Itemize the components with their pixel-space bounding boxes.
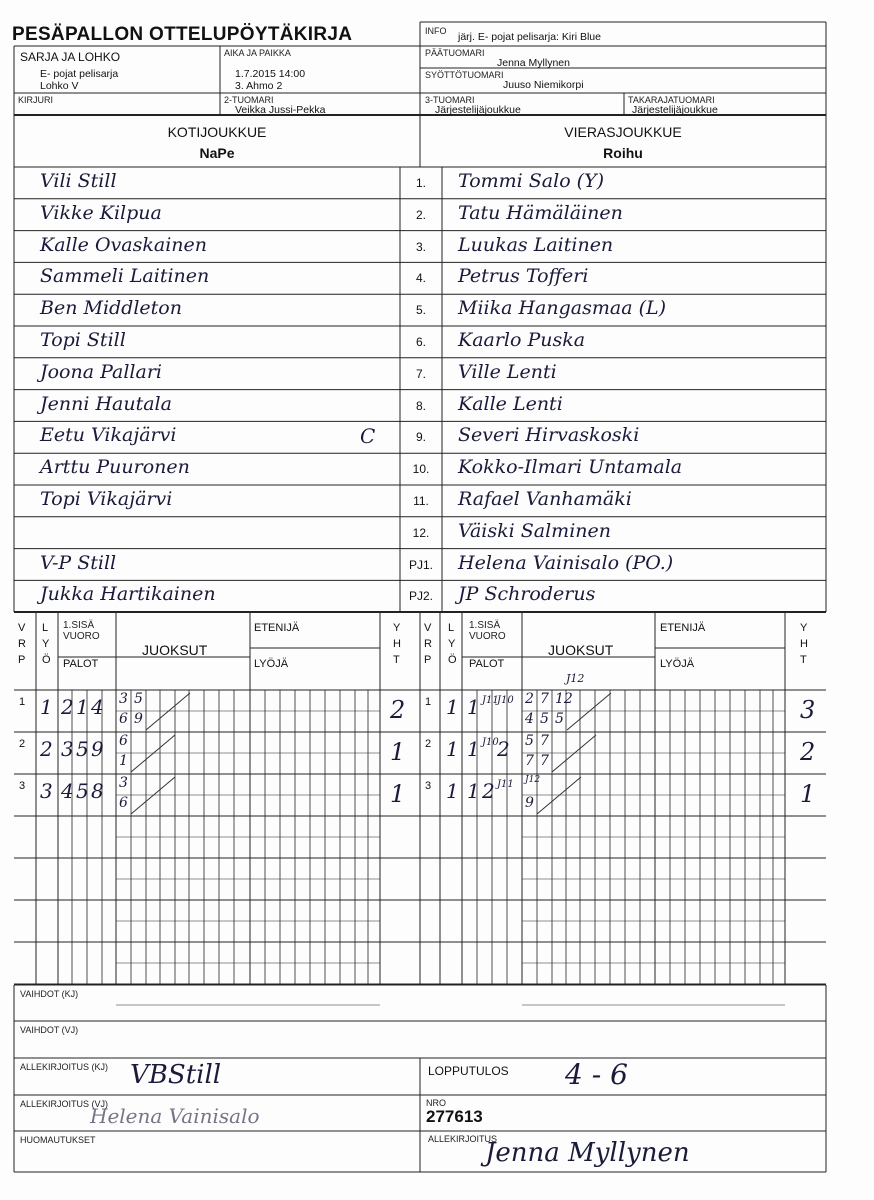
away-lyo-header: L xyxy=(448,622,455,634)
away-player-name: Tommi Salo (Y) xyxy=(458,170,605,192)
home-inning-palo: 2 xyxy=(61,695,74,719)
away-team-name: Roihu xyxy=(603,145,643,161)
roster-number: 10. xyxy=(412,462,430,477)
home-inning-palo: 5 xyxy=(76,779,89,803)
roster-number: 1. xyxy=(415,176,426,190)
home-player-name: Sammeli Laitinen xyxy=(40,265,210,288)
home-inning-total: 2 xyxy=(390,696,406,724)
home-inning-run: 6 xyxy=(119,733,128,749)
home-player-name: Topi Vikajärvi xyxy=(40,488,173,510)
home-vrp-header: V xyxy=(18,622,26,634)
away-inning-run: 7 xyxy=(525,753,534,769)
away-player-name: Rafael Vanhamäki xyxy=(458,488,632,510)
vaihdot-vj-label: VAIHDOT (VJ) xyxy=(20,1025,79,1035)
away-lyo-header: Ö xyxy=(448,654,457,666)
vaihdot-kj-label: VAIHDOT (KJ) xyxy=(20,989,79,999)
tuomari2-label: 2-TUOMARI xyxy=(224,95,274,105)
lopputulos-value: 4 - 6 xyxy=(565,1058,628,1091)
away-inning-run: 9 xyxy=(525,795,534,811)
away-inning-run: 5 xyxy=(525,733,534,749)
form-title: PESÄPALLON OTTELUPÖYTÄKIRJA xyxy=(12,24,353,45)
home-team-name: NaPe xyxy=(199,145,235,161)
allekirjoitus-kj-signature: VBStill xyxy=(130,1060,222,1090)
home-team-label: KOTIJOUKKUE xyxy=(167,124,267,140)
sarja-label: SARJA JA LOHKO xyxy=(20,50,121,64)
home-lyo-header: Y xyxy=(42,638,50,650)
away-inning-total: 2 xyxy=(800,738,816,766)
info-label: INFO xyxy=(425,26,447,36)
away-inning-palo: 1 xyxy=(467,695,480,719)
home-inning-run: 3 xyxy=(119,775,128,791)
home-etenija-header: ETENIJÄ xyxy=(254,622,300,634)
away-inning-palo: 1 xyxy=(467,737,480,761)
home-lyo-header: L xyxy=(42,622,49,634)
home-lyo-header: Ö xyxy=(42,654,51,666)
home-player-name: V-P Still xyxy=(40,551,117,574)
home-vrp-header: P xyxy=(18,654,26,666)
roster-number: 6. xyxy=(415,335,426,349)
away-inning-total: 3 xyxy=(800,696,816,724)
allekirjoitus-label: ALLEKIRJOITUS xyxy=(428,1134,498,1144)
away-etenija-header: ETENIJÄ xyxy=(660,622,706,634)
home-inning-total: 1 xyxy=(390,738,406,766)
home-yht-header: T xyxy=(393,654,400,666)
away-inning-palo: J11 xyxy=(497,779,514,790)
away-vrp-header: V xyxy=(424,622,432,634)
home-player-name: Kalle Ovaskainen xyxy=(40,233,207,256)
away-player-name: Severi Hirvaskoski xyxy=(458,424,640,447)
away-lyoja-header: LYÖJÄ xyxy=(660,658,695,670)
away-inning-lyo: 1 xyxy=(446,737,459,761)
nro-label: NRO xyxy=(426,1098,446,1108)
away-inning-palo: J10 xyxy=(497,695,514,706)
home-inning-run: 9 xyxy=(134,711,143,727)
away-yht-header: H xyxy=(800,638,808,650)
away-inning-lyo: 1 xyxy=(446,695,459,719)
lopputulos-label: LOPPUTULOS xyxy=(428,1064,509,1078)
away-inning-run: 12 xyxy=(555,691,573,707)
away-player-name: Kaarlo Puska xyxy=(458,329,586,351)
home-inning-palo: 5 xyxy=(76,737,89,761)
allekirjoitus-kj-label: ALLEKIRJOITUS (KJ) xyxy=(20,1062,109,1072)
syottotuomari-value: Juuso Niemikorpi xyxy=(503,79,584,91)
home-sisa-vuoro-header: 1.SISÄ VUORO xyxy=(63,620,100,642)
away-inning-period: 2 xyxy=(425,738,432,750)
home-inning-lyo: 3 xyxy=(40,779,53,803)
aika-value-1: 1.7.2015 14:00 xyxy=(235,68,306,80)
away-juoksut-header: JUOKSUT xyxy=(548,642,614,658)
home-juoksut-header: JUOKSUT xyxy=(142,642,208,658)
away-player-name: Helena Vainisalo (PO.) xyxy=(458,551,674,574)
aika-value-2: 3. Ahmo 2 xyxy=(235,80,283,92)
info-value: järj. E- pojat pelisarja: Kiri Blue xyxy=(458,31,601,43)
sarja-value-2: Lohko V xyxy=(40,80,79,92)
home-inning-lyo: 2 xyxy=(40,737,53,761)
away-inning-lyo: 1 xyxy=(446,779,459,803)
away-inning-palo: J10 xyxy=(482,737,499,748)
sarja-value-1: E- pojat pelisarja xyxy=(40,68,119,80)
home-inning-run: 6 xyxy=(119,711,128,727)
away-yht-header: T xyxy=(800,654,807,666)
away-inning-palo: 2 xyxy=(482,779,495,803)
allekirjoitus-value: Jenna Myllynen xyxy=(485,1138,690,1168)
away-inning-run: 4 xyxy=(525,711,534,727)
home-player-name: Eetu Vikajärvi xyxy=(40,424,177,447)
home-player-name: Jenni Hautala xyxy=(40,392,172,415)
home-inning-palo: 3 xyxy=(61,737,74,761)
away-inning-run: J12 xyxy=(525,775,541,785)
home-palot-header: PALOT xyxy=(63,658,99,670)
takaraja-value: Järjestelijäjoukkue xyxy=(632,104,718,116)
away-inning-run: 7 xyxy=(540,733,549,749)
home-player-name: Arttu Puuronen xyxy=(40,456,190,479)
home-vrp-header: R xyxy=(18,638,26,650)
home-player-name: Vili Still xyxy=(40,170,117,192)
nro-value: 277613 xyxy=(426,1107,483,1126)
paatuomari-label: PÄÄTUOMARI xyxy=(425,48,485,58)
home-inning-palo: 9 xyxy=(91,737,104,761)
home-inning-period: 3 xyxy=(19,780,26,792)
roster-number: 4. xyxy=(415,271,426,286)
away-player-name: Kokko-Ilmari Untamala xyxy=(458,456,683,479)
roster-number: 8. xyxy=(415,398,426,413)
away-inning-run: 7 xyxy=(540,753,549,769)
syottotuomari-label: SYÖTTÖTUOMARI xyxy=(425,70,504,80)
home-inning-run: 6 xyxy=(119,795,128,811)
home-inning-palo: 1 xyxy=(76,695,89,719)
home-inning-lyo: 1 xyxy=(40,695,53,719)
tuomari3-label: 3-TUOMARI xyxy=(425,95,475,105)
home-yht-header: Y xyxy=(393,622,401,634)
away-lyo-header: Y xyxy=(448,638,456,650)
home-player-name: Joona Pallari xyxy=(40,360,162,383)
away-inning-total: 1 xyxy=(800,780,816,808)
home-inning-palo: 4 xyxy=(61,779,74,803)
away-inning-run: 7 xyxy=(540,691,549,707)
home-inning-palo: 8 xyxy=(91,779,104,803)
paatuomari-value: Jenna Myllynen xyxy=(497,57,570,69)
away-inning-period: 3 xyxy=(425,780,432,792)
away-sisa-vuoro-header: 1.SISÄ VUORO xyxy=(469,620,506,642)
roster-number: PJ2. xyxy=(408,589,433,604)
roster-number: 3. xyxy=(415,239,426,254)
kirjuri-label: KIRJURI xyxy=(18,95,54,105)
home-player-name: Topi Still xyxy=(40,329,126,351)
away-inning-run: 5 xyxy=(540,711,549,727)
away-inning-palo: 2 xyxy=(497,737,510,761)
takaraja-label: TAKARAJATUOMARI xyxy=(628,95,715,105)
roster-number: 2. xyxy=(415,207,426,222)
away-top-mark: J12 xyxy=(566,672,585,685)
home-player-name: Ben Middleton xyxy=(40,297,182,320)
roster-number: 7. xyxy=(415,366,426,381)
home-yht-header: H xyxy=(393,638,401,650)
home-player-name: Vikke Kilpua xyxy=(40,201,162,224)
away-inning-palo: J11 xyxy=(482,695,499,706)
home-captain-mark: C xyxy=(360,424,376,448)
away-inning-run: 2 xyxy=(525,691,534,707)
aika-label: AIKA JA PAIKKA xyxy=(224,48,291,58)
away-player-name: Tatu Hämäläinen xyxy=(458,201,623,224)
tuomari2-value: Veikka Jussi-Pekka xyxy=(235,104,326,116)
away-player-name: Ville Lenti xyxy=(458,360,557,383)
home-inning-run: 5 xyxy=(134,691,143,707)
away-inning-palo: 1 xyxy=(467,779,480,803)
away-player-name: Petrus Tofferi xyxy=(458,265,589,288)
away-inning-run: 5 xyxy=(555,711,564,727)
allekirjoitus-vj-label: ALLEKIRJOITUS (VJ) xyxy=(20,1099,109,1109)
allekirjoitus-vj-signature: Helena Vainisalo xyxy=(90,1104,260,1128)
roster-number: 12. xyxy=(412,525,430,540)
huomautukset-label: HUOMAUTUKSET xyxy=(20,1135,96,1145)
away-player-name: Kalle Lenti xyxy=(458,392,563,415)
away-vrp-header: P xyxy=(424,654,432,666)
away-palot-header: PALOT xyxy=(469,658,505,670)
roster-number: 9. xyxy=(415,430,426,445)
roster-number: PJ1. xyxy=(408,557,433,572)
away-player-name: JP Schroderus xyxy=(458,583,596,606)
home-inning-run: 3 xyxy=(119,691,128,707)
away-vrp-header: R xyxy=(424,638,432,650)
home-lyoja-header: LYÖJÄ xyxy=(254,658,289,670)
home-inning-run: 1 xyxy=(119,753,128,769)
roster-number: 5. xyxy=(415,303,426,318)
away-player-name: Miika Hangasmaa (L) xyxy=(458,297,667,320)
home-inning-period: 1 xyxy=(19,696,26,708)
home-player-name: Jukka Hartikainen xyxy=(40,583,216,606)
tuomari3-value: Järjestelijäjoukkue xyxy=(435,104,521,116)
away-yht-header: Y xyxy=(800,622,808,634)
home-inning-palo: 4 xyxy=(91,695,104,719)
home-inning-period: 2 xyxy=(19,738,26,750)
roster-number: 11. xyxy=(413,494,429,508)
home-inning-total: 1 xyxy=(390,780,406,808)
away-team-label: VIERASJOUKKUE xyxy=(564,124,682,140)
away-player-name: Luukas Laitinen xyxy=(458,233,614,256)
away-inning-period: 1 xyxy=(425,696,432,708)
away-player-name: Väiski Salminen xyxy=(458,519,611,542)
